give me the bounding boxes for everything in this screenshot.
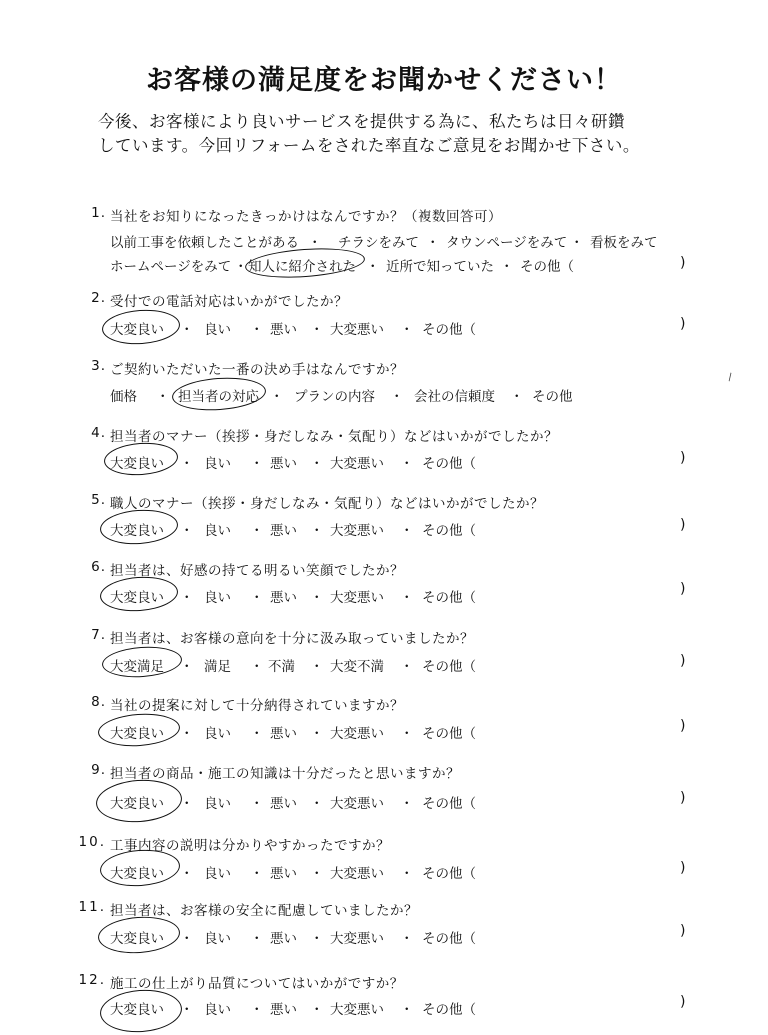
question-number: 9. [91, 762, 106, 778]
selection-circle [99, 987, 184, 1035]
separator: ・ [250, 456, 264, 472]
option-selected[interactable]: 大変良い [110, 523, 164, 539]
question-text: 職人のマナー（挨拶・身だしなみ・気配り）などはいかがでしたか？ [110, 496, 544, 512]
option[interactable]: 悪い [270, 590, 297, 606]
separator: ・ [570, 235, 584, 251]
option[interactable]: 大変悪い [330, 726, 384, 742]
question-11 [0, 899, 768, 959]
question-number: 1. [91, 205, 106, 221]
option-selected[interactable]: 大変良い [110, 726, 164, 742]
option[interactable]: 看板をみて [590, 235, 658, 251]
separator: ・ [400, 523, 414, 539]
question-text: 担当者のマナー（挨拶・身だしなみ・気配り）などはいかがでしたか？ [110, 429, 558, 445]
option[interactable]: 大変悪い [330, 796, 384, 812]
question-text: 当社の提案に対して十分納得されていますか？ [110, 698, 404, 714]
option[interactable]: チラシをみて [338, 235, 419, 251]
option[interactable]: 良い [204, 322, 231, 338]
question-2 [0, 290, 768, 350]
separator: ・ [366, 259, 380, 275]
separator: ・ [500, 259, 514, 275]
survey-title: お客様の満足度をお聞かせください！ [146, 65, 622, 96]
question-number: 12. [78, 972, 106, 988]
question-number: 7. [91, 627, 106, 643]
stray-mark: \ [725, 371, 734, 384]
option-selected[interactable]: 大変良い [110, 1002, 164, 1018]
separator: ・ [310, 1002, 324, 1018]
selection-circle [103, 440, 179, 477]
separator: ・ [180, 796, 194, 812]
option[interactable]: プランの内容 [294, 389, 375, 405]
option[interactable]: 大変悪い [330, 523, 384, 539]
separator: ・ [310, 659, 324, 675]
question-text: 当社をお知りになったきっかけはなんですか？（複数回答可） [110, 209, 502, 225]
option-selected[interactable]: 大変良い [110, 590, 164, 606]
option[interactable]: 大変不満 [330, 659, 384, 675]
question-12 [0, 972, 768, 1032]
option[interactable]: その他（ [422, 931, 476, 947]
selection-circle [101, 644, 183, 680]
separator: ・ [400, 931, 414, 947]
option[interactable]: 悪い [270, 456, 297, 472]
option[interactable]: 良い [204, 866, 231, 882]
selection-circle [99, 574, 179, 613]
option-selected[interactable]: 担当者の対応 [178, 389, 259, 405]
separator: ・ [250, 659, 264, 675]
option[interactable]: 良い [204, 1002, 231, 1018]
separator: ・ [180, 659, 194, 675]
intro-line-1: 今後、お客様により良いサービスを提供する為に、私たちは日々研鑽 [98, 112, 625, 131]
option-selected[interactable]: 大変良い [110, 322, 164, 338]
question-text: 担当者の商品・施工の知識は十分だったと思いますか？ [110, 766, 460, 782]
option-selected[interactable]: 大変良い [110, 931, 164, 947]
option[interactable]: 会社の信頼度 [414, 389, 495, 405]
separator: ・ [270, 389, 284, 405]
separator: ・ [250, 523, 264, 539]
separator: ・ [400, 726, 414, 742]
intro-line-2: しています。今回リフォームをされた率直なご意見をお聞かせ下さい。 [98, 136, 640, 155]
separator: ・ [310, 523, 324, 539]
close-paren: ) [680, 860, 686, 876]
option[interactable]: 大変悪い [330, 866, 384, 882]
option[interactable]: その他（ [520, 259, 574, 275]
separator: ・ [310, 796, 324, 812]
close-paren: ) [680, 653, 686, 669]
separator: ・ [310, 866, 324, 882]
separator: ・ [250, 931, 264, 947]
separator: ・ [310, 322, 324, 338]
close-paren: ) [680, 255, 686, 271]
separator: ・ [400, 866, 414, 882]
option[interactable]: ホームページをみて [110, 259, 232, 275]
option[interactable]: その他（ [422, 523, 476, 539]
close-paren: ) [680, 581, 686, 597]
question-5 [0, 492, 768, 552]
question-text: 施工の仕上がり品質についてはいかがですか？ [110, 976, 404, 992]
separator: ・ [308, 235, 322, 251]
option[interactable]: 大変悪い [330, 1002, 384, 1018]
separator: ・ [310, 456, 324, 472]
option[interactable]: 満足 [204, 659, 231, 675]
close-paren: ) [680, 790, 686, 806]
option[interactable]: 良い [204, 726, 231, 742]
option[interactable]: その他（ [422, 866, 476, 882]
close-paren: ) [680, 718, 686, 734]
separator: ・ [250, 322, 264, 338]
question-text: 担当者は、好感の持てる明るい笑顔でしたか？ [110, 563, 404, 579]
separator: ・ [180, 523, 194, 539]
option[interactable]: 良い [204, 456, 231, 472]
separator: ・ [180, 726, 194, 742]
separator: ・ [400, 796, 414, 812]
separator: ・ [310, 931, 324, 947]
separator: ・ [234, 259, 248, 275]
question-number: 10. [78, 834, 106, 850]
option[interactable]: 以前工事を依頼したことがある [110, 235, 299, 251]
separator: ・ [180, 866, 194, 882]
question-text: 受付での電話対応はいかがでしたか？ [110, 294, 348, 310]
separator: ・ [400, 1002, 414, 1018]
question-number: 2. [91, 290, 106, 306]
question-10 [0, 834, 768, 894]
close-paren: ) [680, 517, 686, 533]
question-9 [0, 762, 768, 822]
question-text: ご契約いただいた一番の決め手はなんですか？ [110, 362, 404, 378]
option[interactable]: 悪い [270, 1002, 297, 1018]
option[interactable]: 大変悪い [330, 456, 384, 472]
option[interactable]: タウンページをみて [446, 235, 568, 251]
option[interactable]: その他（ [422, 796, 476, 812]
separator: ・ [180, 322, 194, 338]
option[interactable]: 不満 [268, 659, 295, 675]
separator: ・ [390, 389, 404, 405]
option[interactable]: 悪い [270, 726, 297, 742]
separator: ・ [426, 235, 440, 251]
question-text: 工事内容の説明は分かりやすかったですか？ [110, 838, 390, 854]
selection-circle [101, 307, 181, 346]
separator: ・ [250, 866, 264, 882]
option-selected[interactable]: 大変良い [110, 866, 164, 882]
separator: ・ [510, 389, 524, 405]
option[interactable]: その他（ [422, 590, 476, 606]
question-number: 11. [78, 899, 106, 915]
option[interactable]: 良い [204, 590, 231, 606]
question-6 [0, 559, 768, 619]
option[interactable]: 大変悪い [330, 590, 384, 606]
separator: ・ [250, 1002, 264, 1018]
separator: ・ [180, 456, 194, 472]
question-text: 担当者は、お客様の安全に配慮していましたか？ [110, 903, 418, 919]
question-number: 5. [91, 492, 106, 508]
option[interactable]: その他（ [422, 322, 476, 338]
close-paren: ) [680, 450, 686, 466]
option-selected[interactable]: 知人に紹介された [248, 259, 356, 275]
separator: ・ [400, 590, 414, 606]
separator: ・ [250, 590, 264, 606]
separator: ・ [400, 659, 414, 675]
option[interactable]: その他（ [422, 456, 476, 472]
separator: ・ [250, 726, 264, 742]
selection-circle [171, 375, 267, 413]
option[interactable]: 近所で知っていた [386, 259, 494, 275]
question-8 [0, 694, 768, 754]
option[interactable]: その他（ [422, 726, 476, 742]
option[interactable]: 悪い [270, 523, 297, 539]
close-paren: ) [680, 994, 686, 1010]
option[interactable]: 良い [204, 931, 231, 947]
option[interactable]: その他 [532, 389, 573, 405]
selection-circle [97, 711, 181, 749]
question-4 [0, 425, 768, 485]
option[interactable]: その他（ [422, 659, 476, 675]
option[interactable]: 悪い [270, 931, 297, 947]
separator: ・ [400, 456, 414, 472]
separator: ・ [180, 931, 194, 947]
option[interactable]: 大変悪い [330, 931, 384, 947]
option[interactable]: 良い [204, 796, 231, 812]
option[interactable]: 悪い [270, 866, 297, 882]
option[interactable]: 良い [204, 523, 231, 539]
question-number: 8. [91, 694, 106, 710]
separator: ・ [310, 590, 324, 606]
separator: ・ [250, 796, 264, 812]
option-selected[interactable]: 大変良い [110, 796, 164, 812]
intro-text [98, 110, 698, 158]
close-paren: ) [680, 923, 686, 939]
selection-circle [95, 777, 184, 825]
separator: ・ [180, 1002, 194, 1018]
question-3 [0, 358, 768, 418]
question-7 [0, 627, 768, 687]
option-selected[interactable]: 大変良い [110, 456, 164, 472]
option[interactable]: 悪い [270, 322, 297, 338]
option[interactable]: 価格 [110, 389, 137, 405]
separator: ・ [400, 322, 414, 338]
option-selected[interactable]: 大変満足 [110, 659, 164, 675]
question-text: 担当者は、お客様の意向を十分に汲み取っていましたか？ [110, 631, 474, 647]
question-number: 3. [91, 358, 106, 374]
question-number: 6. [91, 559, 106, 575]
close-paren: ) [680, 316, 686, 332]
option[interactable]: 大変悪い [330, 322, 384, 338]
selection-circle [97, 914, 181, 956]
option[interactable]: その他（ [422, 1002, 476, 1018]
separator: ・ [180, 590, 194, 606]
question-1 [0, 205, 768, 275]
separator: ・ [156, 389, 170, 405]
selection-circle [99, 507, 179, 546]
question-number: 4. [91, 425, 106, 441]
option[interactable]: 悪い [270, 796, 297, 812]
separator: ・ [310, 726, 324, 742]
